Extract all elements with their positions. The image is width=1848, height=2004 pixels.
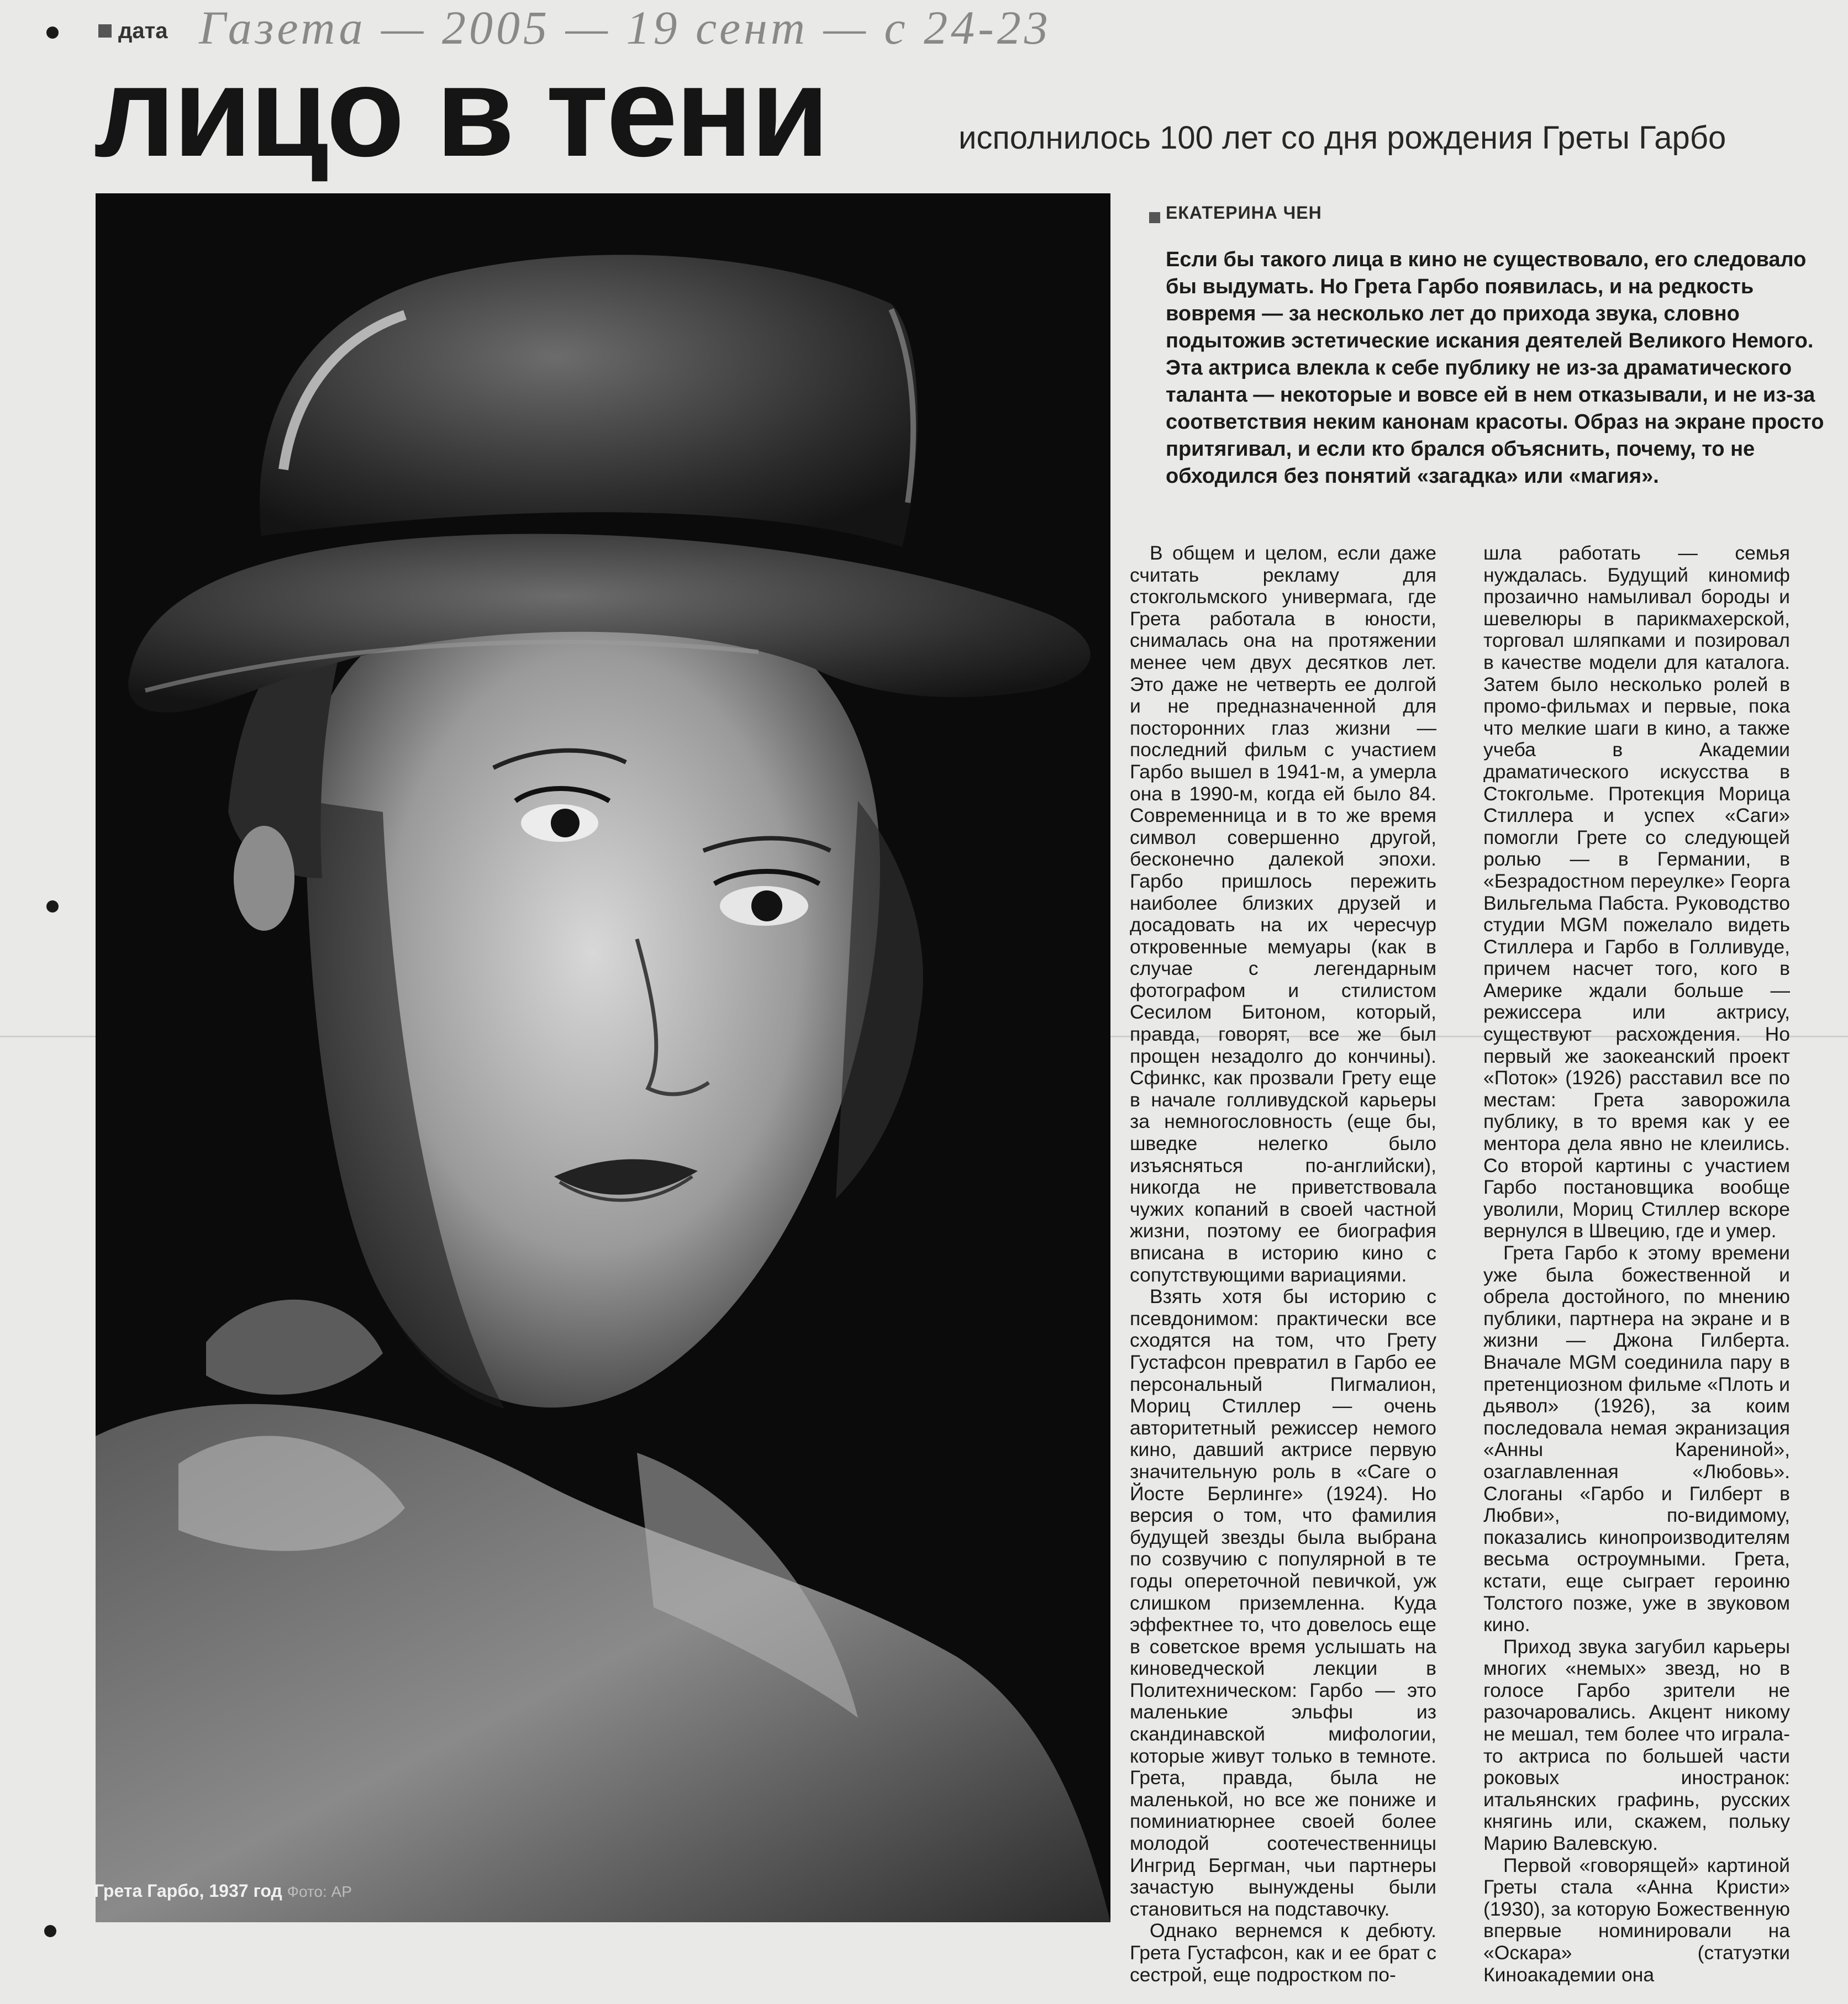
article-headline: лицо в тени: [94, 40, 828, 183]
portrait-illustration: [96, 193, 1110, 1922]
article-lead: Если бы такого лица в кино не существовало, его следовало бы выдумать. Но Грета Гарбо появилась, и на редкость вовремя — за несколько лет до прихода звука, словно подытожив эстетические искания деятелей Великого Немого. Эта актриса влекла к себе публику не из-за драматического таланта — некоторые и вовсе ей в нем отказывали, и не из-за соответствия неким канонам красоты. Образ на экране просто притягивал, и если кто брался объяснить, почему, то не обходился без понятий «загадка» или «магия».: [1166, 248, 1824, 488]
photo-caption-text: Грета Гарбо, 1937 год: [94, 1881, 282, 1901]
article-subheadline: исполнилось 100 лет со дня рождения Греты Гарбо: [959, 120, 1726, 156]
author-name: ЕКАТЕРИНА ЧЕН: [1166, 202, 1322, 223]
punch-hole: [46, 27, 59, 39]
portrait-photo: [96, 193, 1110, 1922]
paragraph: В общем и целом, если даже считать рекламу для стокгольмского универмага, где Грета работала в юности, снималась она на протяжении менее чем двух десятков лет. Это даже не четверть ее долгой и не предназначенной для посторонних глаз жизни — последний фильм с участием Гарбо вышел в 1941-м, а умерла она в 1990-м, когда ей было 84. Современница и в то же время символ совершенно другой, бесконечно далекой эпохи. Гарбо пришлось пережить наиболее близких друзей и досадовать на их чересчур откровенные мемуары (как в случае с легендарным фотографом и стилистом Сесилом Битоном, который, правда, говорят, все же был прощен незадолго до кончины). Сфинкс, как прозвали Грету еще в начале голливудской карьеры за немногословность (еще бы, шведке нелегко было изъясняться по-английски), никогда не приветствовала чужих копаний в своей частной жизни, поэтому ее биография вписана в историю кино с сопутствующими вариациями.: [1130, 542, 1436, 1286]
paragraph: Приход звука загубил карьеры многих «немых» звезд, но в голосе Гарбо зрители не разочаровались. Акцент никому не мешал, тем более что играла-то актриса по большей части роковых иностранок: итальянских графинь, русских княгинь или, скажем, польку Марию Валевскую.: [1483, 1635, 1790, 1855]
rubric-label: дата: [118, 18, 168, 43]
punch-hole: [46, 900, 59, 913]
photo-credit: Фото: АР: [287, 1883, 352, 1900]
author-byline: [1149, 202, 1322, 223]
paragraph: Однако вернемся к дебюту. Грета Густафсон, как и ее брат с сестрой, еще подростком по-: [1130, 1919, 1436, 1986]
paragraph: Взять хотя бы историю с псевдонимом: практически все сходятся на том, что Грету Густафсон превратил в Гарбо ее персональный Пигмалион, Мориц Стиллер — очень авторитетный режиссер немого кино, давший актрисе первую значительную роль в «Саге о Йосте Берлинге» (1924). Но версия о том, что фамилия будущей звезды была выбрана по созвучию с популярной в те годы опереточной певичкой, уж слишком приземленна. Куда эффектнее то, что довелось еще в советское время услышать на киноведческой лекции в Политехническом: Гарбо — это маленькие эльфы из скандинавской мифологии, которые живут только в темноте. Грета, правда, была не маленькой, но все же пониже и поминиатюрнее своей более молодой соотечественницы Ингрид Бергман, чьи партнеры зачастую вынуждены были становиться на подставочку.: [1130, 1285, 1436, 1920]
text-column-1: [1130, 542, 1436, 1986]
photo-caption: [94, 1881, 352, 1901]
paragraph: Первой «говорящей» картиной Греты стала «Анна Кристи» (1930), за которую Божественную впервые номинировали на «Оскара» (статуэтки Киноакадемии она: [1483, 1854, 1790, 1986]
paragraph: шла работать — семья нуждалась. Будущий киномиф прозаично намыливал бороды и шевелюры в парикмахерской, торговал шляпками и позировал в качестве модели для каталога. Затем было несколько ролей в промо-фильмах и первые, пока что мелкие шаги в кино, а также учеба в Академии драматического искусства в Стокгольме. Протекция Морица Стиллера и успех «Саги» помогли Грете со следующей ролью — в Германии, в «Безрадостном переулке» Георга Вильгельма Пабста. Руководство студии MGM пожелало видеть Стиллера и Гарбо в Голливуде, причем насчет того, кого в Америке ждали больше — режиссера или актрису, существуют расхождения. Но первый же заокеанский проект «Поток» (1926) расставил все по местам: Грета заворожила публику, в то время как у ее ментора дела явно не клеились. Со второй картины с участием Гарбо постановщика вообще уволили, Мориц Стиллер вскоре вернулся в Швецию, где и умер.: [1483, 542, 1790, 1242]
rubric-square-icon: [98, 24, 112, 38]
handwritten-source-note: Газета — 2005 — 19 сент — с 24-23: [199, 1, 1051, 54]
punch-hole: [44, 1925, 56, 1937]
paragraph: Грета Гарбо к этому времени уже была божественной и обрела достойного, по мнению публики, партнера на экране и в жизни — Джона Гилберта. Вначале MGM соединила пару в претенциозном фильме «Плоть и дьявол» (1926), за коим последовала немая экранизация «Анны Карениной», озаглавленная «Любовь». Слоганы «Гарбо и Гилберт в Любви», по-видимому, показались кинопроизводителям весьма остроумными. Грета, кстати, еще сыграет героиню Толстого позже, уже в звуковом кино.: [1483, 1242, 1790, 1636]
byline-square-icon: [1149, 212, 1160, 223]
text-column-2: [1483, 542, 1790, 1986]
